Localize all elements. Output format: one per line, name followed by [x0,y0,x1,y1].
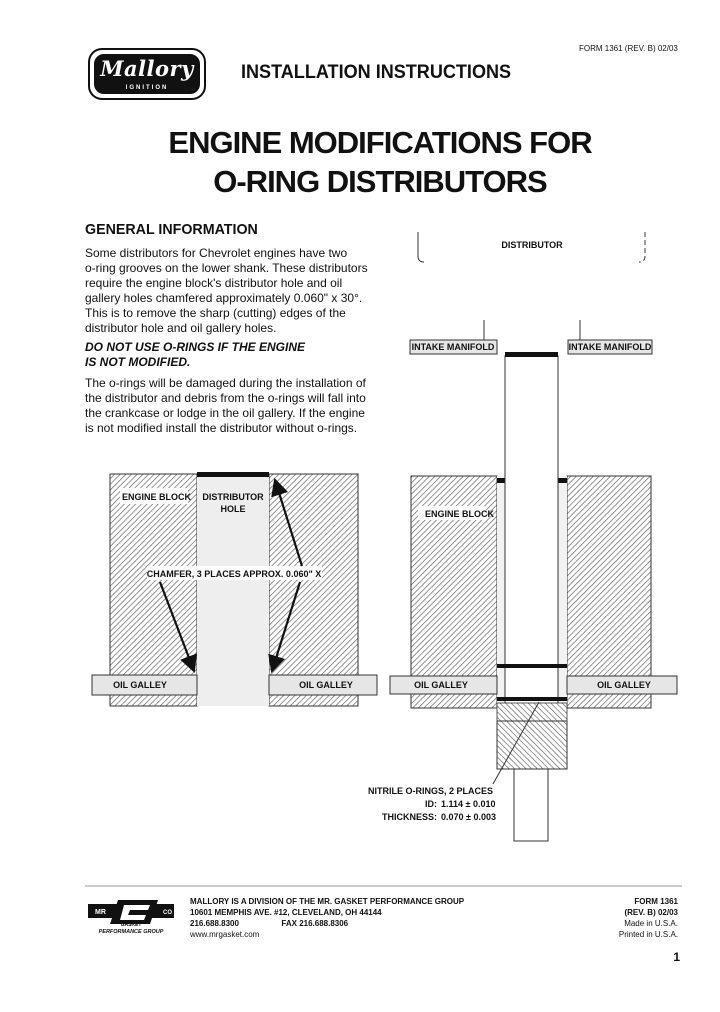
o-ring-2 [497,697,567,701]
page-title-line1: ENGINE MODIFICATIONS FOR [168,125,592,160]
label-id: ID: [425,799,437,809]
paragraph-line: require the engine block's distributor hole and oil [85,276,343,290]
paragraph-line: gallery holes chamfered approximately 0.060" x 30°. [85,291,363,305]
value-thickness: 0.070 ± 0.003 [441,812,496,822]
paragraph-line: the crankcase or lodge in the oil gallery. If the engine [85,406,365,420]
label-distributor-hole-1: DISTRIBUTOR [202,492,264,502]
warning-line: DO NOT USE O-RINGS IF THE ENGINE [85,340,306,354]
label-distributor-hole-2: HOLE [220,504,246,514]
footer-form-2: (REV. B) 02/03 [624,908,678,917]
footer-form-4: Printed in U.S.A. [618,930,678,939]
label-engine-block: ENGINE BLOCK [122,492,192,502]
engine-block-right [269,474,358,706]
general-info-heading: GENERAL INFORMATION [85,221,258,238]
label-engine-block-r: ENGINE BLOCK [425,509,495,519]
paragraph-line: is not modified install the distributor without o-rings. [85,421,358,435]
engine-block-right-r [567,476,651,708]
footer-phone-fax [190,918,464,929]
top-chamfer-bar [197,472,269,477]
page-title-line2: O-RING DISTRIBUTORS [213,164,547,199]
logo-co: CO [163,910,172,916]
paragraph-line: The o-rings will be damaged during the installation of [85,376,366,390]
footer-address: 10601 MEMPHIS AVE. #12, CLEVELAND, OH 44144 [190,908,382,917]
warning-line: IS NOT MODIFIED. [85,355,191,369]
label-chamfer: CHAMFER, 3 PLACES APPROX. 0.060" X [146,569,322,579]
label-o-rings: NITRILE O-RINGS, 2 PLACES [367,786,493,796]
footer-form-3: Made in U.S.A. [624,919,678,928]
paragraph-line: Some distributors for Chevrolet engines have two [85,246,348,260]
paragraph-line: This is to remove the sharp (cutting) edges of the [85,306,346,320]
footer-phone: 216.688.8300 [190,919,239,928]
form-number: FORM 1361 (REV. B) 02/03 [579,44,678,53]
label-intake-left: INTAKE MANIFOLD [411,342,495,352]
distributor-gear [497,721,567,769]
paragraph-line: distributor hole and oil gallery holes. [85,321,277,335]
label-oil-galley-right-r: OIL GALLEY [597,680,651,690]
logo-wordmark: Mallory [100,56,194,81]
footer-fax: FAX 216.688.8306 [281,919,349,928]
logo-subtext: IGNITION [125,85,169,91]
label-thickness: THICKNESS: [381,812,437,822]
right-diagram [368,232,677,841]
mr-gasket-logo [88,900,174,935]
paragraph-line: o-ring grooves on the lower shank. These distributors [85,261,368,275]
label-oil-galley-left: OIL GALLEY [113,680,167,690]
logo-perf: PERFORMANCE GROUP [98,929,164,935]
value-id: 1.114 ± 0.010 [441,799,496,809]
footer-form-block [580,896,678,940]
label-intake-right: INTAKE MANIFOLD [568,342,652,352]
label-oil-galley-right: OIL GALLEY [299,680,353,690]
left-diagram [92,472,377,706]
label-oil-galley-left-r: OIL GALLEY [414,680,468,690]
footer-website[interactable]: www.mrgasket.com [190,930,260,939]
footer-form-1: FORM 1361 [634,897,678,906]
logo-mr: MR [95,909,106,916]
o-ring-1 [497,664,567,668]
footer-company: MALLORY IS A DIVISION OF THE MR. GASKET PERFORMANCE GROUP [190,897,465,906]
page-number: 1 [673,950,680,964]
label-distributor: DISTRIBUTOR [501,240,563,250]
footer-address-block [190,896,464,940]
paragraph-line: the distributor and debris from the o-rings will fall into [85,391,366,405]
distributor-lower-shaft [514,769,548,841]
section-title: INSTALLATION INSTRUCTIONS [241,62,512,83]
logo-gasket: GASKET [120,922,142,928]
engine-block-left [110,474,197,706]
